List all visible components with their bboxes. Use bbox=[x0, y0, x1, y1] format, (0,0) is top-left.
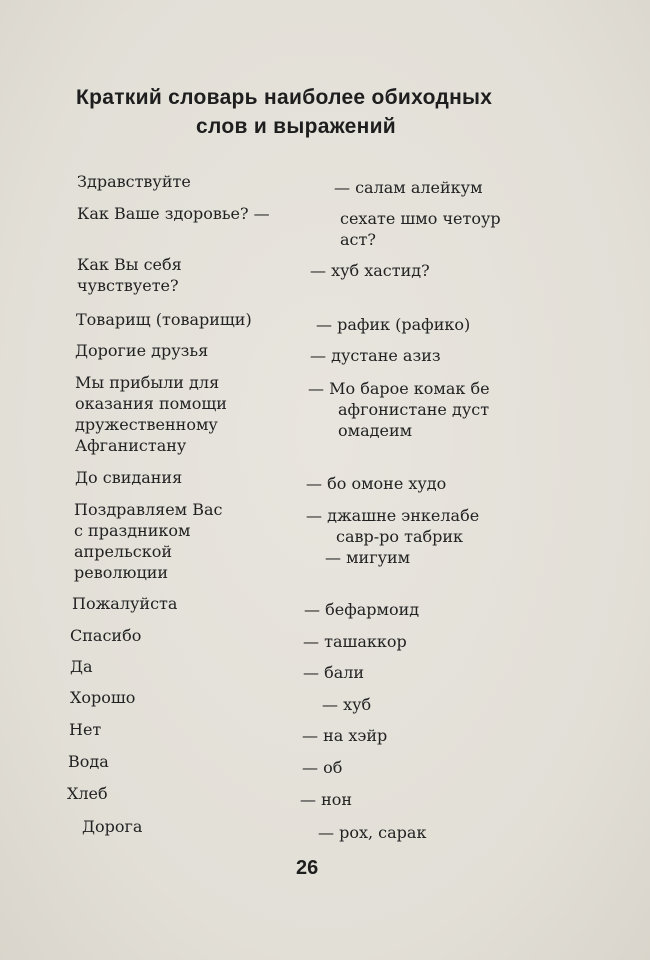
entry-russian: Здравствуйте bbox=[77, 172, 191, 191]
entry-dari: — хуб bbox=[322, 695, 372, 714]
entry-russian: Как Вы себя чувствуете? bbox=[77, 255, 182, 295]
entry-dari: — хуб хастид? bbox=[310, 261, 430, 280]
entry-dari: сехате шмо четоур аст? bbox=[340, 209, 501, 249]
entry-dari: — нон bbox=[300, 790, 353, 809]
entry-dari: — Мо барое комак бе афгонистане дуст омадеим bbox=[308, 379, 490, 440]
entry-russian: Хлеб bbox=[67, 784, 108, 803]
entry-russian: Да bbox=[70, 657, 93, 676]
entry-russian: Пожалуйста bbox=[72, 594, 178, 613]
entry-dari: — бефармоид bbox=[304, 600, 420, 619]
entry-dari: — об bbox=[302, 758, 343, 777]
entry-russian: Дорога bbox=[82, 817, 143, 836]
entry-russian: Дорогие друзья bbox=[75, 341, 209, 360]
title-line-1: Краткий словарь наиболее обиходных bbox=[76, 86, 493, 109]
entry-dari: — дустане азиз bbox=[310, 346, 441, 365]
entry-russian: До свидания bbox=[75, 468, 183, 487]
entry-russian: Как Ваше здоровье? — bbox=[77, 204, 270, 223]
entry-dari: — ташаккор bbox=[303, 632, 407, 651]
entry-dari: — рох, сарак bbox=[318, 823, 427, 842]
entry-dari: — салам алейкум bbox=[334, 178, 483, 197]
entry-dari: — рафик (рафико) bbox=[316, 315, 471, 334]
entry-russian: Спасибо bbox=[70, 626, 142, 645]
entry-russian: Поздравляем Вас с праздником апрельской революции bbox=[74, 500, 223, 582]
page-number: 26 bbox=[296, 857, 319, 879]
entry-dari: — бо омоне худо bbox=[306, 474, 447, 493]
entry-russian: Товарищ (товарищи) bbox=[76, 310, 252, 329]
entry-dari: — джашне энкелабе савр-ро табрик — мигуим bbox=[306, 506, 480, 567]
entry-dari: — бали bbox=[303, 663, 365, 682]
entry-russian: Нет bbox=[69, 720, 102, 739]
title-line-2: слов и выражений bbox=[196, 115, 397, 138]
entry-dari: — на хэйр bbox=[302, 726, 388, 745]
entry-russian: Хорошо bbox=[70, 688, 136, 707]
entry-russian: Вода bbox=[68, 752, 109, 771]
entry-russian: Мы прибыли для оказания помощи дружественному Афганистану bbox=[75, 373, 227, 455]
